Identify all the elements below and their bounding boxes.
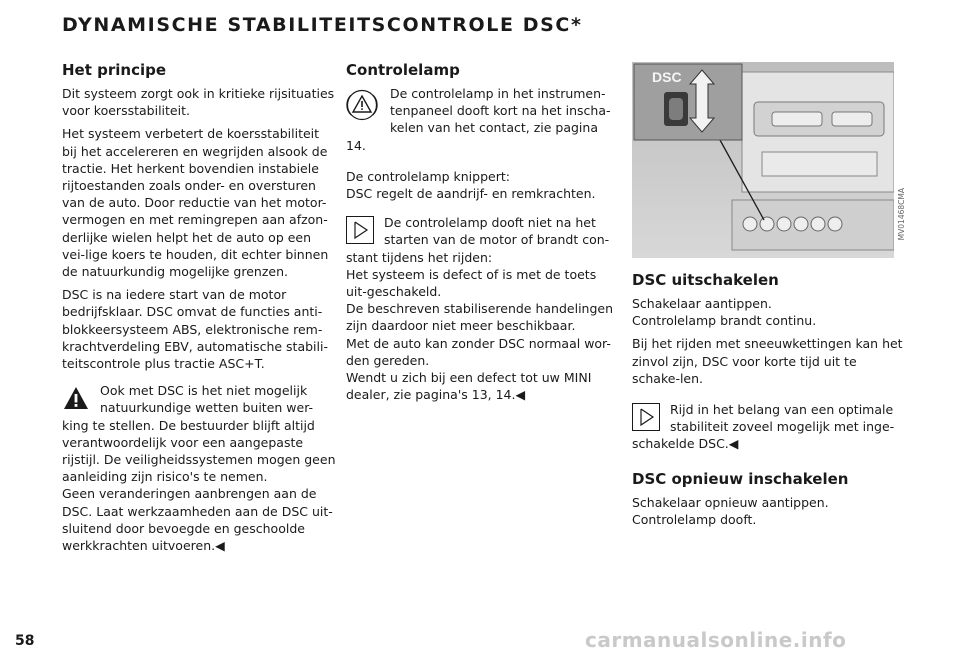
paragraph: Controlelamp brandt continu. — [632, 313, 817, 329]
dsc-switch-photo — [632, 62, 894, 258]
info-note — [346, 214, 618, 403]
dsc-warning-lamp-icon — [346, 89, 378, 121]
info-note — [632, 401, 907, 453]
note-text: Rijd in het belang van een optimale stabiliteit zoveel mogelijk met inge-schakelde DSC.◀ — [632, 402, 895, 452]
paragraph: DSC regelt de aandrijf- en remkrachten. — [346, 186, 596, 202]
paragraph: Schakelaar opnieuw aantippen. — [632, 494, 829, 510]
warning-text: Ook met DSC is het niet mogelijk natuurkundige wetten buiten wer-king te stellen. De bestuurder blijft altijd verantwoordelijk voor een aangepaste rijstijl. De veiligheidssystemen mogen geen aanleiding zijn risico's te nemen. — [62, 383, 336, 485]
heading-dsc-on: DSC opnieuw inschakelen — [632, 469, 849, 488]
dsc-label: DSC — [652, 69, 682, 85]
warning-icon — [62, 384, 90, 412]
note-text: De controlelamp dooft niet na het starten van de motor of brandt con-stant tijdens het rijden: — [346, 215, 610, 265]
page-title: DYNAMISCHE STABILITEITSCONTROLE DSC* — [62, 14, 583, 36]
image-code: MV01468CMA — [897, 188, 906, 241]
paragraph: De controlelamp in het instrumen-tenpaneel dooft kort na het inscha-kelen van het contact, zie pagina 14. — [346, 86, 611, 153]
paragraph: DSC is na iedere start van de motor bedrijfsklaar. DSC omvat de functies anti-blokkeersysteem ABS, elektronische rem-krachtverdeling EBV, automatische stabili-teitscontrole plus tractie ASC+T. — [62, 287, 328, 372]
note-triangle-icon — [632, 403, 660, 431]
dashboard-illustration — [632, 62, 894, 258]
note-text: De beschreven stabiliserende handelingen zijn daardoor niet meer beschikbaar. — [346, 301, 614, 334]
note-triangle-icon — [346, 216, 374, 244]
warning-text-2: Geen veranderingen aanbrengen aan de DSC. Laat werkzaamheden aan de DSC uit-sluitend door bevoegde en geschoolde werkkrachten uitvoeren.◀ — [62, 486, 333, 554]
column-principle — [62, 60, 337, 560]
paragraph: Dit systeem zorgt ook in kritieke rijsituaties voor koersstabiliteit. — [62, 86, 335, 119]
paragraph: Bij het rijden met sneeuwkettingen kan het zinvol zijn, DSC voor korte tijd uit te schake-len. — [632, 336, 903, 386]
heading-indicator: Controlelamp — [346, 61, 460, 79]
heading-principle: Het principe — [62, 61, 167, 79]
note-text: Met de auto kan zonder DSC normaal wor-den gereden. — [346, 335, 611, 368]
note-text: Het systeem is defect of is met de toets uit-geschakeld. — [346, 266, 597, 300]
warning-note — [62, 382, 337, 554]
indicator-intro — [346, 85, 618, 154]
column-indicator — [346, 60, 618, 409]
watermark: carmanualsonline.info — [585, 628, 847, 652]
note-text: Wendt u zich bij een defect tot uw MINI dealer, zie pagina's 13, 14.◀ — [346, 370, 592, 403]
paragraph: De controlelamp knippert: — [346, 168, 510, 184]
paragraph: Controlelamp dooft. — [632, 511, 757, 527]
paragraph: Het systeem verbetert de koersstabiliteit bij het accelereren en wegrijden alsook de tractie. Het herkent bovendien instabiele rijtoestanden zoals onder- en oversturen van de auto. Door reductie van het motor-vermogen en met remingrepen aan afzon-derlijke wielen helpt het de auto op een vei-lige koers te houden, dit echter binnen de natuurkundig mogelijke grenzen. — [62, 126, 329, 280]
column-dsc-off — [632, 270, 907, 534]
page-number: 58 — [15, 633, 35, 649]
heading-dsc-off: DSC uitschakelen — [632, 271, 779, 289]
paragraph: Schakelaar aantippen. — [632, 296, 772, 311]
